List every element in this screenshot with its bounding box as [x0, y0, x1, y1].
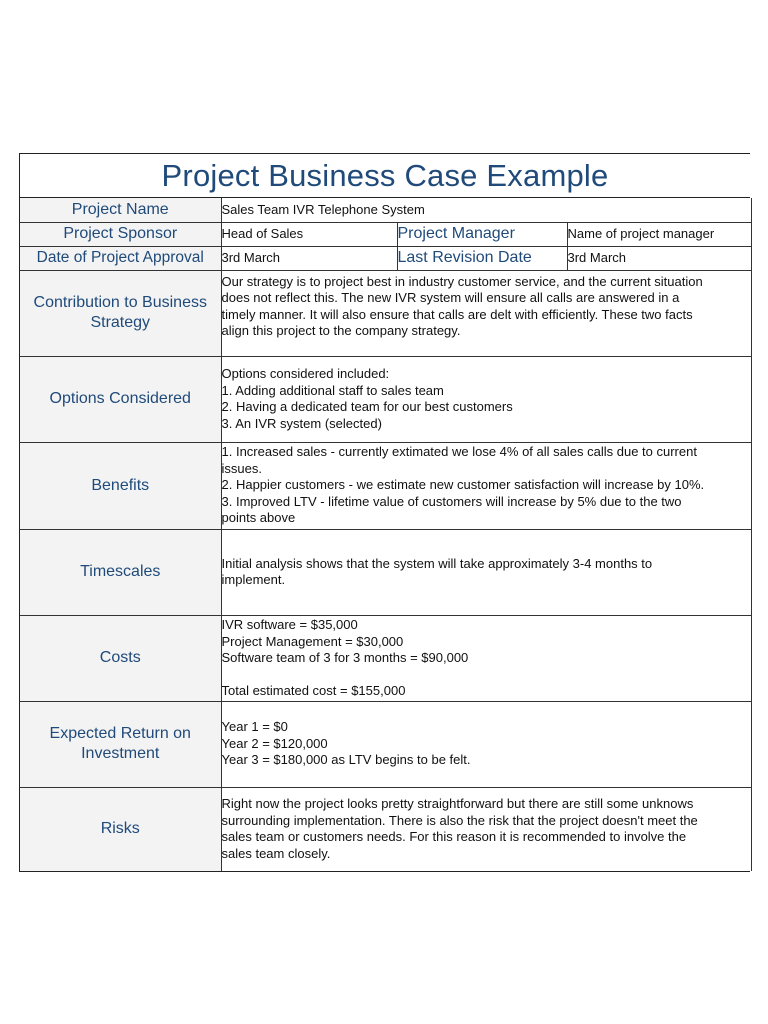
- approval-date-value: 3rd March: [221, 246, 397, 270]
- costs-value: [221, 615, 751, 701]
- roi-label-line-1: Expected Return on: [49, 725, 191, 742]
- document-title: Project Business Case Example: [161, 157, 609, 193]
- title-row: [20, 154, 750, 198]
- row-costs: [20, 615, 751, 701]
- contribution-label-line-2: Strategy: [90, 314, 151, 331]
- options-line: 2. Having a dedicated team for our best customers: [221, 399, 513, 414]
- row-roi: [20, 701, 751, 787]
- contribution-line: timely manner. It will also ensure that calls are delt with efficiently. These two facts: [221, 306, 693, 322]
- risks-line: sales team closely.: [221, 845, 331, 861]
- contribution-line: does not reflect this. The new IVR system will ensure all calls are answered in a: [221, 290, 680, 305]
- options-line: Options considered included:: [221, 366, 390, 381]
- options-line: 1. Adding additional staff to sales team: [221, 382, 444, 398]
- row-contribution: [20, 270, 751, 356]
- costs-line: IVR software = $35,000: [221, 617, 358, 632]
- timescales-label: Timescales: [20, 529, 221, 615]
- benefits-line: 2. Happier customers - we estimate new customer satisfaction will increase by 10%.: [221, 477, 705, 493]
- timescales-value: [221, 529, 751, 615]
- benefits-value: [221, 442, 751, 529]
- options-line: 3. An IVR system (selected): [221, 415, 382, 431]
- options-value: [221, 356, 751, 442]
- contribution-line: align this project to the company strategy.: [221, 323, 461, 338]
- project-sponsor-label: Project Sponsor: [20, 222, 221, 246]
- benefits-line: 3. Improved LTV - lifetime value of customers will increase by 5% due to the two: [221, 493, 682, 509]
- row-project-sponsor: [20, 222, 751, 246]
- costs-spacer: [222, 667, 751, 683]
- contribution-label-line-1: Contribution to Business: [33, 294, 207, 311]
- costs-line: Software team of 3 for 3 months = $90,000: [221, 650, 469, 665]
- risks-line: Right now the project looks pretty straightforward but there are still some unknows: [221, 796, 694, 812]
- benefits-line: issues.: [221, 460, 262, 476]
- roi-line: Year 2 = $120,000: [221, 735, 328, 751]
- timescales-line: implement.: [221, 572, 286, 587]
- row-timescales: [20, 529, 751, 615]
- risks-line: sales team or customers needs. For this reason it is recommended to involve the: [221, 829, 687, 845]
- approval-date-label: Date of Project Approval: [20, 246, 221, 270]
- project-manager-value: Name of project manager: [567, 222, 751, 246]
- project-sponsor-value: Head of Sales: [221, 222, 397, 246]
- row-project-name: [20, 198, 751, 222]
- risks-line: surrounding implementation. There is also the risk that the project doesn't meet the: [221, 812, 698, 828]
- roi-label-line-2: Investment: [81, 745, 160, 762]
- revision-date-value: 3rd March: [567, 246, 751, 270]
- contribution-line: Our strategy is to project best in industry customer service, and the current situation: [221, 273, 703, 289]
- costs-label: Costs: [20, 615, 221, 701]
- business-case-table: [20, 198, 752, 871]
- roi-line: Year 1 = $0: [221, 719, 288, 735]
- project-name-label: Project Name: [20, 198, 221, 222]
- timescales-line: Initial analysis shows that the system will take approximately 3-4 months to: [221, 555, 653, 571]
- costs-line: Project Management = $30,000: [221, 633, 404, 649]
- roi-value: [221, 701, 751, 787]
- row-options: [20, 356, 751, 442]
- business-case-document: [19, 153, 750, 872]
- costs-total: Total estimated cost = $155,000: [221, 682, 406, 698]
- roi-label: [20, 701, 221, 787]
- row-risks: [20, 787, 751, 871]
- risks-value: [221, 787, 751, 871]
- project-manager-label: Project Manager: [397, 222, 567, 246]
- contribution-value: [221, 270, 751, 356]
- roi-line: Year 3 = $180,000 as LTV begins to be felt.: [221, 752, 471, 768]
- benefits-line: points above: [221, 510, 296, 526]
- row-benefits: [20, 442, 751, 529]
- benefits-label: Benefits: [20, 442, 221, 529]
- risks-label: Risks: [20, 787, 221, 871]
- row-approval-date: [20, 246, 751, 270]
- options-label: Options Considered: [20, 356, 221, 442]
- benefits-line: 1. Increased sales - currently extimated we lose 4% of all sales calls due to current: [221, 444, 697, 460]
- revision-date-label: Last Revision Date: [397, 246, 567, 270]
- contribution-label: [20, 270, 221, 356]
- project-name-value: Sales Team IVR Telephone System: [221, 198, 751, 222]
